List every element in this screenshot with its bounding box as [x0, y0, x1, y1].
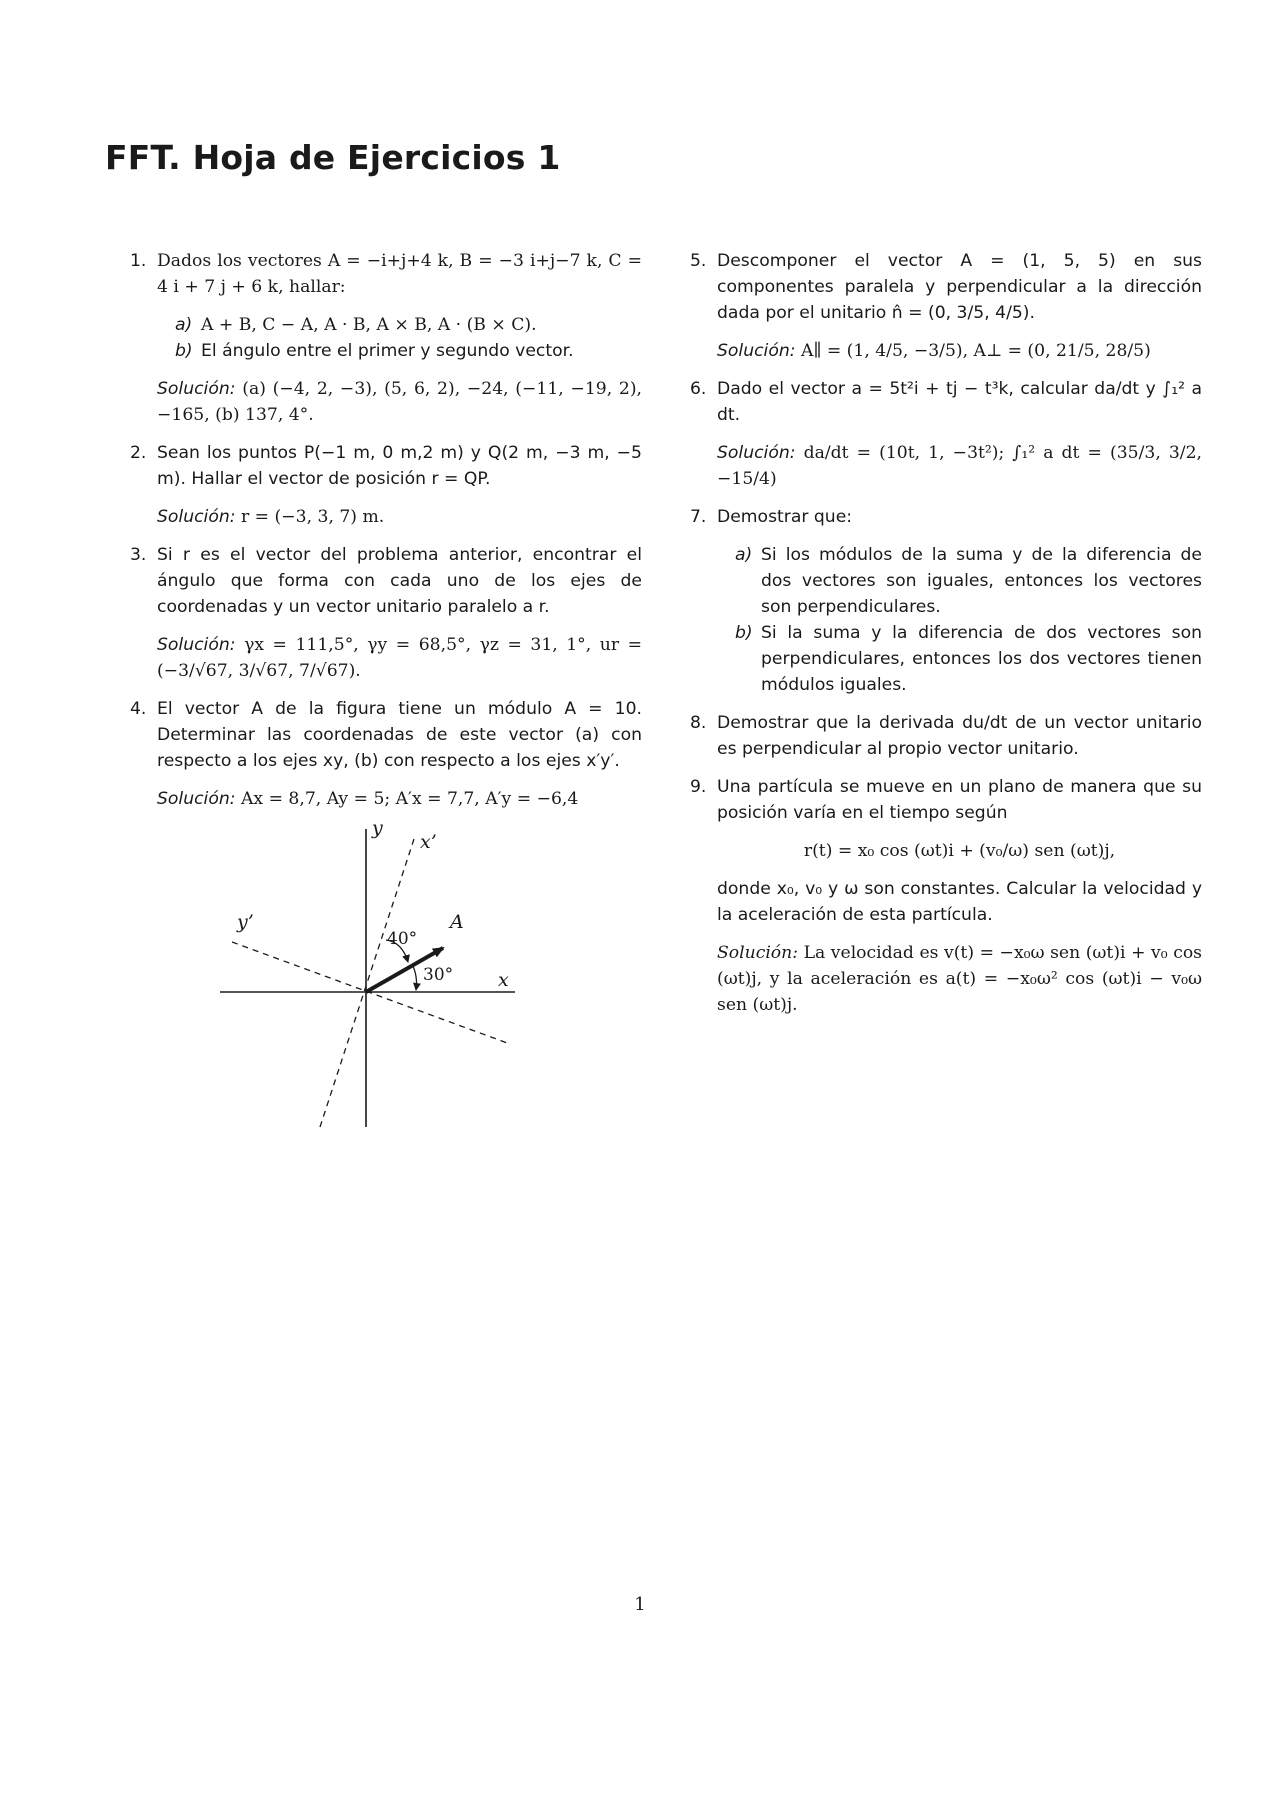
problem-statement: Si r es el vector del problema anterior, encontrar el ángulo que forma con cada uno de los ejes de coordenadas y un vector unitario paralelo a r. [157, 545, 642, 617]
angle-30-label: 30° [423, 965, 454, 985]
problem-number: 4. [130, 699, 147, 719]
item-label: a) [735, 545, 753, 565]
problem-1 [130, 248, 642, 428]
problem-statement: Descomponer el vector A = (1, 5, 5) en sus componentes paralela y perpendicular a la dirección dada por el unitario n̂ = (0, 3/5, 4/5). [717, 251, 1202, 323]
x-axis-label: x [498, 969, 509, 991]
problem-statement: Demostrar que la derivada du/dt de un vector unitario es perpendicular al propio vector unitario. [717, 713, 1202, 759]
sub-items [157, 312, 642, 364]
item-label: b) [735, 623, 753, 643]
y-axis-label: y [372, 817, 383, 839]
solution [717, 440, 1202, 492]
solution-text: γx = 111,5°, γy = 68,5°, γz = 31, 1°, ur = (−3/√67, 3/√67, 7/√67). [157, 635, 642, 681]
solution [157, 632, 642, 684]
problem-statement: Demostrar que: [717, 507, 853, 527]
problem-7 [690, 504, 1202, 698]
solution [717, 940, 1202, 1018]
item-text: Si los módulos de la suma y de la diferencia de dos vectores son iguales, entonces los vectores son perpendiculares. [761, 545, 1202, 617]
position-equation: r(t) = x₀ cos (ωt)i + (v₀/ω) sen (ωt)j, [803, 841, 1116, 861]
x-prime-axis [320, 839, 414, 1127]
solution-text: Ax = 8,7, Ay = 5; A′x = 7,7, A′y = −6,4 [241, 789, 579, 809]
angle-30-arc [412, 964, 417, 990]
problem-number: 9. [690, 777, 707, 797]
problem-2 [130, 440, 642, 530]
solution-label: Solución: [157, 507, 236, 527]
item-text: Si la suma y la diferencia de dos vectores son perpendiculares, entonces los dos vectores tienen módulos iguales. [761, 623, 1202, 695]
solution [157, 786, 642, 812]
problem-statement: El vector A de la figura tiene un módulo A = 10. Determinar las coordenadas de este vector (a) con respecto a los ejes xy, (b) con respecto a los ejes x′y′. [157, 699, 642, 771]
problem-number: 8. [690, 713, 707, 733]
solution [157, 504, 642, 530]
sub-items [717, 542, 1202, 698]
problem-4 [130, 696, 642, 812]
solution-label: Solución: [717, 943, 799, 963]
solution [717, 338, 1202, 364]
item-label: a) [175, 315, 193, 335]
list-item [717, 620, 1202, 698]
solution-text: La velocidad es v(t) = −x₀ω sen (ωt)i + v₀ cos (ωt)j, y la aceleración es a(t) = −x₀ω² cos (ωt)i − v₀ω sen (ωt)j. [717, 943, 1202, 1015]
problem-number: 7. [690, 507, 707, 527]
problem-number: 3. [130, 545, 147, 565]
problem-statement: Dados los vectores A = −i+j+4 k, B = −3 i+j−7 k, C = 4 i + 7 j + 6 k, hallar: [157, 251, 642, 297]
vector-figure [220, 817, 550, 1134]
page-title: FFT. Hoja de Ejercicios 1 [105, 138, 561, 177]
solution-text: (a) (−4, 2, −3), (5, 6, 2), −24, (−11, −19, 2), −165, (b) 137, 4°. [157, 379, 643, 425]
y-prime-axis [232, 942, 510, 1044]
solution [157, 376, 642, 428]
solution-label: Solución: [717, 443, 796, 463]
solution-label: Solución: [157, 379, 236, 399]
solution-label: Solución: [157, 789, 236, 809]
item-label: b) [175, 341, 193, 361]
problem-3 [130, 542, 642, 684]
page-number: 1 [634, 1594, 646, 1615]
left-column [130, 248, 642, 1134]
problem-6 [690, 376, 1202, 492]
problem-number: 5. [690, 251, 707, 271]
solution-text: A∥ = (1, 4/5, −3/5), A⊥ = (0, 21/5, 28/5) [801, 341, 1151, 361]
solution-label: Solución: [717, 341, 796, 361]
problem-number: 6. [690, 379, 707, 399]
item-text: A + B, C − A, A · B, A × B, A · (B × C). [201, 315, 537, 335]
item-text: El ángulo entre el primer y segundo vector. [201, 341, 574, 361]
solution-label: Solución: [157, 635, 236, 655]
vector-a-label: A [450, 911, 464, 933]
right-column [690, 248, 1202, 1030]
solution-text: da/dt = (10t, 1, −3t²); ∫₁² a dt = (35/3, 3/2, −15/4) [717, 443, 1202, 489]
list-item [157, 312, 642, 338]
y-prime-label: y’ [237, 911, 254, 933]
problem-9 [690, 774, 1202, 1018]
problem-statement: Dado el vector a = 5t²i + tj − t³k, calcular da/dt y ∫₁² a dt. [717, 379, 1202, 425]
problem-5 [690, 248, 1202, 364]
x-prime-label: x’ [420, 831, 437, 853]
list-item [157, 338, 642, 364]
list-item [717, 542, 1202, 620]
problem-number: 1. [130, 251, 147, 271]
problem-statement: Sean los puntos P(−1 m, 0 m,2 m) y Q(2 m, −3 m, −5 m). Hallar el vector de posición r = QP. [157, 443, 642, 489]
problem-8 [690, 710, 1202, 762]
angle-40-label: 40° [387, 929, 418, 949]
problem-statement: Una partícula se mueve en un plano de manera que su posición varía en el tiempo según [717, 777, 1202, 823]
solution-text: r = (−3, 3, 7) m. [241, 507, 385, 527]
problem-number: 2. [130, 443, 147, 463]
problem-statement-continued: donde x₀, v₀ y ω son constantes. Calcular la velocidad y la aceleración de esta partícula. [717, 879, 1202, 925]
